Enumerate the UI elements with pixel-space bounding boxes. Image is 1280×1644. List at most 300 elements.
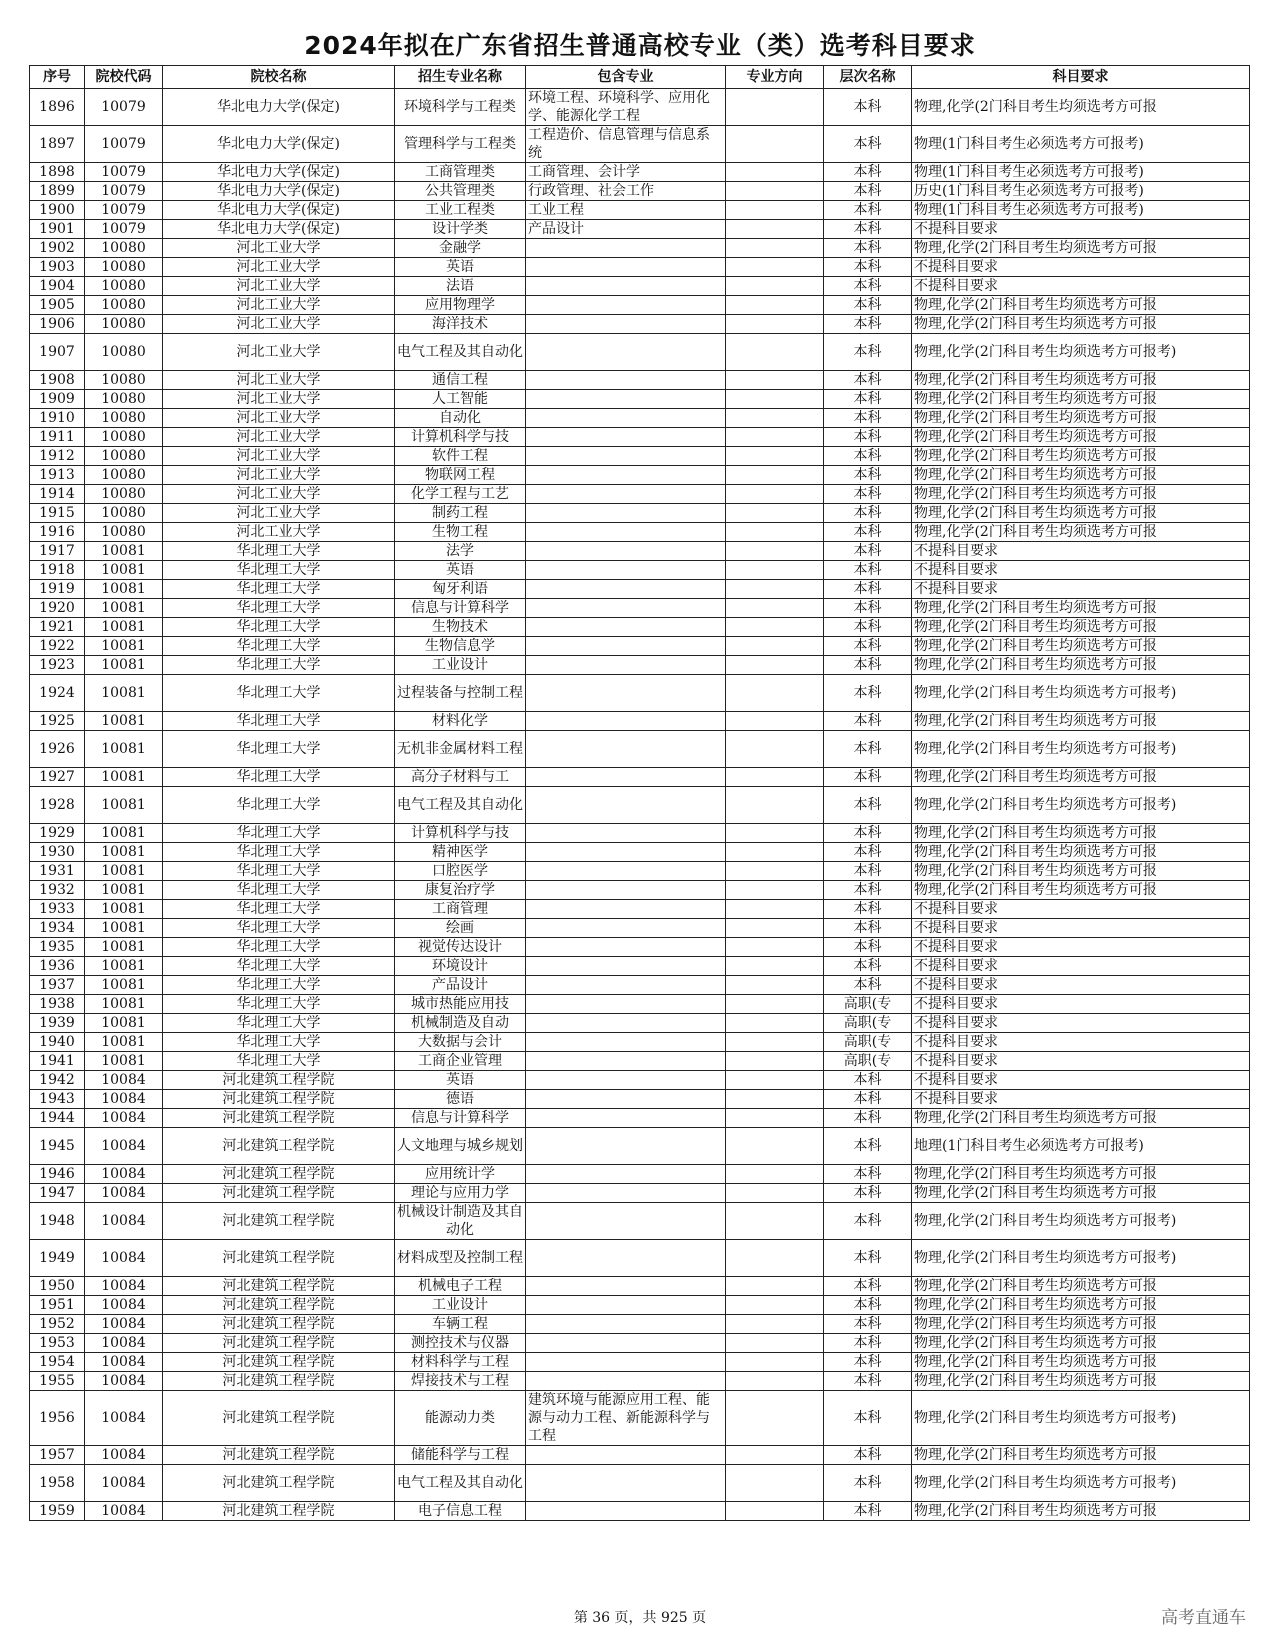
major-name-cell: 信息与计算科学 bbox=[395, 599, 526, 618]
major-name-cell: 制药工程 bbox=[395, 504, 526, 523]
direction-cell bbox=[726, 447, 824, 466]
level-cell: 本科 bbox=[824, 334, 912, 371]
school-code-cell: 10084 bbox=[85, 1071, 163, 1090]
included-majors-cell: 行政管理、社会工作 bbox=[526, 182, 726, 201]
direction-cell bbox=[726, 371, 824, 390]
level-cell: 本科 bbox=[824, 523, 912, 542]
seq-cell: 1926 bbox=[30, 731, 85, 768]
school-name-cell: 华北电力大学(保定) bbox=[163, 201, 395, 220]
school-name-cell: 华北理工大学 bbox=[163, 881, 395, 900]
school-code-cell: 10084 bbox=[85, 1203, 163, 1240]
level-cell: 本科 bbox=[824, 1128, 912, 1165]
seq-cell: 1958 bbox=[30, 1465, 85, 1502]
included-majors-cell bbox=[526, 995, 726, 1014]
included-majors-cell bbox=[526, 919, 726, 938]
seq-cell: 1946 bbox=[30, 1165, 85, 1184]
major-name-cell: 康复治疗学 bbox=[395, 881, 526, 900]
school-code-cell: 10081 bbox=[85, 957, 163, 976]
school-name-cell: 河北工业大学 bbox=[163, 485, 395, 504]
major-name-cell: 理论与应用力学 bbox=[395, 1184, 526, 1203]
school-name-cell: 河北工业大学 bbox=[163, 409, 395, 428]
major-name-cell: 工业工程类 bbox=[395, 201, 526, 220]
level-cell: 本科 bbox=[824, 258, 912, 277]
school-name-cell: 华北理工大学 bbox=[163, 561, 395, 580]
school-name-cell: 河北工业大学 bbox=[163, 258, 395, 277]
table-row bbox=[30, 163, 1250, 182]
included-majors-cell bbox=[526, 580, 726, 599]
seq-cell: 1941 bbox=[30, 1052, 85, 1071]
school-code-cell: 10081 bbox=[85, 919, 163, 938]
seq-cell: 1944 bbox=[30, 1109, 85, 1128]
included-majors-cell bbox=[526, 504, 726, 523]
school-name-cell: 河北工业大学 bbox=[163, 371, 395, 390]
seq-cell: 1906 bbox=[30, 315, 85, 334]
subject-req-cell: 不提科目要求 bbox=[912, 1071, 1250, 1090]
subject-req-cell: 物理,化学(2门科目考生均须选考方可报考) bbox=[912, 1240, 1250, 1277]
subject-req-cell: 物理,化学(2门科目考生均须选考方可报 bbox=[912, 1353, 1250, 1372]
school-code-cell: 10084 bbox=[85, 1353, 163, 1372]
major-name-cell: 公共管理类 bbox=[395, 182, 526, 201]
table-row bbox=[30, 220, 1250, 239]
included-majors-cell bbox=[526, 675, 726, 712]
subject-req-cell: 物理,化学(2门科目考生均须选考方可报 bbox=[912, 315, 1250, 334]
seq-cell: 1950 bbox=[30, 1277, 85, 1296]
school-code-cell: 10084 bbox=[85, 1391, 163, 1446]
school-name-cell: 华北电力大学(保定) bbox=[163, 89, 395, 126]
school-name-cell: 华北理工大学 bbox=[163, 1033, 395, 1052]
subject-req-cell: 物理,化学(2门科目考生均须选考方可报考) bbox=[912, 675, 1250, 712]
major-name-cell: 大数据与会计 bbox=[395, 1033, 526, 1052]
major-name-cell: 口腔医学 bbox=[395, 862, 526, 881]
school-name-cell: 河北工业大学 bbox=[163, 296, 395, 315]
seq-cell: 1901 bbox=[30, 220, 85, 239]
seq-cell: 1936 bbox=[30, 957, 85, 976]
school-code-cell: 10084 bbox=[85, 1128, 163, 1165]
direction-cell bbox=[726, 239, 824, 258]
direction-cell bbox=[726, 1502, 824, 1521]
direction-cell bbox=[726, 599, 824, 618]
included-majors-cell bbox=[526, 315, 726, 334]
included-majors-cell bbox=[526, 957, 726, 976]
major-name-cell: 英语 bbox=[395, 258, 526, 277]
level-cell: 本科 bbox=[824, 1353, 912, 1372]
level-cell: 本科 bbox=[824, 163, 912, 182]
school-name-cell: 河北工业大学 bbox=[163, 523, 395, 542]
table-row bbox=[30, 580, 1250, 599]
school-name-cell: 华北理工大学 bbox=[163, 843, 395, 862]
school-name-cell: 华北理工大学 bbox=[163, 957, 395, 976]
direction-cell bbox=[726, 1372, 824, 1391]
seq-cell: 1912 bbox=[30, 447, 85, 466]
included-majors-cell bbox=[526, 466, 726, 485]
school-code-cell: 10081 bbox=[85, 675, 163, 712]
subject-req-cell: 物理,化学(2门科目考生均须选考方可报 bbox=[912, 239, 1250, 258]
direction-cell bbox=[726, 126, 824, 163]
level-cell: 本科 bbox=[824, 1372, 912, 1391]
major-name-cell: 设计学类 bbox=[395, 220, 526, 239]
school-name-cell: 华北理工大学 bbox=[163, 656, 395, 675]
table-row bbox=[30, 182, 1250, 201]
major-name-cell: 工业设计 bbox=[395, 1296, 526, 1315]
major-name-cell: 自动化 bbox=[395, 409, 526, 428]
direction-cell bbox=[726, 862, 824, 881]
school-name-cell: 河北工业大学 bbox=[163, 277, 395, 296]
subject-req-cell: 物理,化学(2门科目考生均须选考方可报 bbox=[912, 409, 1250, 428]
school-name-cell: 河北建筑工程学院 bbox=[163, 1502, 395, 1521]
direction-cell bbox=[726, 428, 824, 447]
subject-req-cell: 物理,化学(2门科目考生均须选考方可报 bbox=[912, 656, 1250, 675]
direction-cell bbox=[726, 900, 824, 919]
subject-req-cell: 物理,化学(2门科目考生均须选考方可报 bbox=[912, 504, 1250, 523]
seq-cell: 1949 bbox=[30, 1240, 85, 1277]
subject-req-cell: 不提科目要求 bbox=[912, 976, 1250, 995]
table-row bbox=[30, 523, 1250, 542]
header-level: 层次名称 bbox=[824, 66, 912, 89]
subject-req-cell: 物理,化学(2门科目考生均须选考方可报 bbox=[912, 428, 1250, 447]
major-name-cell: 人工智能 bbox=[395, 390, 526, 409]
seq-cell: 1900 bbox=[30, 201, 85, 220]
table-row bbox=[30, 995, 1250, 1014]
school-code-cell: 10081 bbox=[85, 824, 163, 843]
seq-cell: 1905 bbox=[30, 296, 85, 315]
seq-cell: 1919 bbox=[30, 580, 85, 599]
school-code-cell: 10084 bbox=[85, 1090, 163, 1109]
table-row bbox=[30, 1277, 1250, 1296]
school-code-cell: 10081 bbox=[85, 862, 163, 881]
subject-req-cell: 物理,化学(2门科目考生均须选考方可报 bbox=[912, 1296, 1250, 1315]
subject-req-cell: 物理,化学(2门科目考生均须选考方可报考) bbox=[912, 1465, 1250, 1502]
major-name-cell: 德语 bbox=[395, 1090, 526, 1109]
school-code-cell: 10084 bbox=[85, 1372, 163, 1391]
subject-req-cell: 物理,化学(2门科目考生均须选考方可报 bbox=[912, 1334, 1250, 1353]
direction-cell bbox=[726, 1071, 824, 1090]
direction-cell bbox=[726, 1128, 824, 1165]
major-name-cell: 工商企业管理 bbox=[395, 1052, 526, 1071]
school-name-cell: 华北电力大学(保定) bbox=[163, 163, 395, 182]
school-code-cell: 10081 bbox=[85, 843, 163, 862]
level-cell: 高职(专 bbox=[824, 1052, 912, 1071]
direction-cell bbox=[726, 201, 824, 220]
subject-req-cell: 物理,化学(2门科目考生均须选考方可报考) bbox=[912, 1203, 1250, 1240]
header-school-name: 院校名称 bbox=[163, 66, 395, 89]
subject-req-cell: 物理,化学(2门科目考生均须选考方可报考) bbox=[912, 787, 1250, 824]
seq-cell: 1896 bbox=[30, 89, 85, 126]
seq-cell: 1940 bbox=[30, 1033, 85, 1052]
table-row bbox=[30, 1033, 1250, 1052]
included-majors-cell bbox=[526, 637, 726, 656]
level-cell: 本科 bbox=[824, 618, 912, 637]
level-cell: 高职(专 bbox=[824, 1033, 912, 1052]
header-subject-req: 科目要求 bbox=[912, 66, 1250, 89]
school-code-cell: 10079 bbox=[85, 163, 163, 182]
direction-cell bbox=[726, 1165, 824, 1184]
table-row bbox=[30, 1165, 1250, 1184]
included-majors-cell bbox=[526, 599, 726, 618]
school-code-cell: 10084 bbox=[85, 1446, 163, 1465]
major-name-cell: 生物信息学 bbox=[395, 637, 526, 656]
level-cell: 本科 bbox=[824, 862, 912, 881]
table-row bbox=[30, 561, 1250, 580]
direction-cell bbox=[726, 768, 824, 787]
direction-cell bbox=[726, 843, 824, 862]
school-name-cell: 华北理工大学 bbox=[163, 900, 395, 919]
school-code-cell: 10081 bbox=[85, 637, 163, 656]
major-name-cell: 应用物理学 bbox=[395, 296, 526, 315]
table-row bbox=[30, 1296, 1250, 1315]
school-code-cell: 10081 bbox=[85, 881, 163, 900]
direction-cell bbox=[726, 1052, 824, 1071]
included-majors-cell bbox=[526, 1184, 726, 1203]
table-row bbox=[30, 1353, 1250, 1372]
school-code-cell: 10084 bbox=[85, 1465, 163, 1502]
direction-cell bbox=[726, 258, 824, 277]
subject-req-cell: 不提科目要求 bbox=[912, 1014, 1250, 1033]
subject-req-cell: 物理,化学(2门科目考生均须选考方可报 bbox=[912, 618, 1250, 637]
direction-cell bbox=[726, 675, 824, 712]
school-code-cell: 10084 bbox=[85, 1315, 163, 1334]
direction-cell bbox=[726, 995, 824, 1014]
subject-req-cell: 物理,化学(2门科目考生均须选考方可报 bbox=[912, 768, 1250, 787]
table-row bbox=[30, 862, 1250, 881]
subject-req-cell: 物理,化学(2门科目考生均须选考方可报 bbox=[912, 862, 1250, 881]
direction-cell bbox=[726, 542, 824, 561]
table-row bbox=[30, 1184, 1250, 1203]
subject-req-cell: 不提科目要求 bbox=[912, 277, 1250, 296]
major-name-cell: 高分子材料与工 bbox=[395, 768, 526, 787]
seq-cell: 1918 bbox=[30, 561, 85, 580]
major-name-cell: 化学工程与工艺 bbox=[395, 485, 526, 504]
major-name-cell: 计算机科学与技 bbox=[395, 428, 526, 447]
table-row bbox=[30, 712, 1250, 731]
included-majors-cell bbox=[526, 1465, 726, 1502]
level-cell: 本科 bbox=[824, 1203, 912, 1240]
direction-cell bbox=[726, 618, 824, 637]
school-code-cell: 10080 bbox=[85, 466, 163, 485]
included-majors-cell bbox=[526, 296, 726, 315]
seq-cell: 1935 bbox=[30, 938, 85, 957]
level-cell: 本科 bbox=[824, 675, 912, 712]
subject-req-cell: 不提科目要求 bbox=[912, 561, 1250, 580]
level-cell: 本科 bbox=[824, 656, 912, 675]
level-cell: 本科 bbox=[824, 182, 912, 201]
major-name-cell: 人文地理与城乡规划 bbox=[395, 1128, 526, 1165]
school-name-cell: 河北建筑工程学院 bbox=[163, 1090, 395, 1109]
level-cell: 本科 bbox=[824, 409, 912, 428]
school-name-cell: 华北理工大学 bbox=[163, 995, 395, 1014]
school-name-cell: 河北工业大学 bbox=[163, 428, 395, 447]
direction-cell bbox=[726, 957, 824, 976]
school-code-cell: 10080 bbox=[85, 485, 163, 504]
school-code-cell: 10081 bbox=[85, 995, 163, 1014]
included-majors-cell bbox=[526, 542, 726, 561]
subject-req-cell: 不提科目要求 bbox=[912, 938, 1250, 957]
included-majors-cell bbox=[526, 843, 726, 862]
school-name-cell: 河北工业大学 bbox=[163, 334, 395, 371]
table-row bbox=[30, 637, 1250, 656]
direction-cell bbox=[726, 1014, 824, 1033]
table-row bbox=[30, 1240, 1250, 1277]
seq-cell: 1934 bbox=[30, 919, 85, 938]
level-cell: 本科 bbox=[824, 428, 912, 447]
table-row bbox=[30, 843, 1250, 862]
seq-cell: 1959 bbox=[30, 1502, 85, 1521]
included-majors-cell bbox=[526, 561, 726, 580]
school-code-cell: 10081 bbox=[85, 599, 163, 618]
school-name-cell: 河北建筑工程学院 bbox=[163, 1391, 395, 1446]
school-name-cell: 华北理工大学 bbox=[163, 542, 395, 561]
school-code-cell: 10080 bbox=[85, 504, 163, 523]
level-cell: 本科 bbox=[824, 126, 912, 163]
major-name-cell: 海洋技术 bbox=[395, 315, 526, 334]
level-cell: 本科 bbox=[824, 220, 912, 239]
direction-cell bbox=[726, 561, 824, 580]
school-name-cell: 华北理工大学 bbox=[163, 675, 395, 712]
level-cell: 本科 bbox=[824, 1184, 912, 1203]
direction-cell bbox=[726, 182, 824, 201]
level-cell: 本科 bbox=[824, 561, 912, 580]
major-name-cell: 储能科学与工程 bbox=[395, 1446, 526, 1465]
seq-cell: 1897 bbox=[30, 126, 85, 163]
school-code-cell: 10080 bbox=[85, 277, 163, 296]
direction-cell bbox=[726, 637, 824, 656]
major-name-cell: 管理科学与工程类 bbox=[395, 126, 526, 163]
direction-cell bbox=[726, 390, 824, 409]
included-majors-cell bbox=[526, 371, 726, 390]
seq-cell: 1924 bbox=[30, 675, 85, 712]
subject-req-cell: 不提科目要求 bbox=[912, 995, 1250, 1014]
school-name-cell: 华北理工大学 bbox=[163, 1052, 395, 1071]
included-majors-cell bbox=[526, 258, 726, 277]
table-row bbox=[30, 768, 1250, 787]
seq-cell: 1907 bbox=[30, 334, 85, 371]
major-name-cell: 绘画 bbox=[395, 919, 526, 938]
level-cell: 本科 bbox=[824, 542, 912, 561]
included-majors-cell bbox=[526, 1446, 726, 1465]
school-code-cell: 10084 bbox=[85, 1296, 163, 1315]
included-majors-cell bbox=[526, 1353, 726, 1372]
subject-req-cell: 物理,化学(2门科目考生均须选考方可报 bbox=[912, 712, 1250, 731]
level-cell: 本科 bbox=[824, 466, 912, 485]
level-cell: 本科 bbox=[824, 1296, 912, 1315]
school-name-cell: 河北工业大学 bbox=[163, 504, 395, 523]
table-row bbox=[30, 258, 1250, 277]
table-row bbox=[30, 504, 1250, 523]
major-name-cell: 机械设计制造及其自动化 bbox=[395, 1203, 526, 1240]
table-row bbox=[30, 1014, 1250, 1033]
school-code-cell: 10081 bbox=[85, 768, 163, 787]
school-code-cell: 10080 bbox=[85, 239, 163, 258]
included-majors-cell bbox=[526, 1090, 726, 1109]
school-name-cell: 华北理工大学 bbox=[163, 618, 395, 637]
direction-cell bbox=[726, 1090, 824, 1109]
included-majors-cell bbox=[526, 239, 726, 258]
direction-cell bbox=[726, 1033, 824, 1052]
subject-req-cell: 物理,化学(2门科目考生均须选考方可报 bbox=[912, 824, 1250, 843]
level-cell: 本科 bbox=[824, 599, 912, 618]
major-name-cell: 无机非金属材料工程 bbox=[395, 731, 526, 768]
level-cell: 本科 bbox=[824, 1334, 912, 1353]
major-name-cell: 材料化学 bbox=[395, 712, 526, 731]
major-name-cell: 焊接技术与工程 bbox=[395, 1372, 526, 1391]
level-cell: 本科 bbox=[824, 1391, 912, 1446]
included-majors-cell bbox=[526, 277, 726, 296]
requirements-table bbox=[29, 65, 1250, 1521]
direction-cell bbox=[726, 976, 824, 995]
table-row bbox=[30, 656, 1250, 675]
seq-cell: 1929 bbox=[30, 824, 85, 843]
direction-cell bbox=[726, 1296, 824, 1315]
subject-req-cell: 物理,化学(2门科目考生均须选考方可报 bbox=[912, 1446, 1250, 1465]
subject-req-cell: 不提科目要求 bbox=[912, 258, 1250, 277]
level-cell: 本科 bbox=[824, 824, 912, 843]
seq-cell: 1911 bbox=[30, 428, 85, 447]
seq-cell: 1938 bbox=[30, 995, 85, 1014]
table-row bbox=[30, 1203, 1250, 1240]
header-seq: 序号 bbox=[30, 66, 85, 89]
direction-cell bbox=[726, 824, 824, 843]
school-code-cell: 10080 bbox=[85, 296, 163, 315]
direction-cell bbox=[726, 1109, 824, 1128]
school-name-cell: 华北理工大学 bbox=[163, 824, 395, 843]
subject-req-cell: 物理(1门科目考生必须选考方可报考) bbox=[912, 163, 1250, 182]
table-row bbox=[30, 1090, 1250, 1109]
direction-cell bbox=[726, 296, 824, 315]
seq-cell: 1925 bbox=[30, 712, 85, 731]
direction-cell bbox=[726, 315, 824, 334]
major-name-cell: 英语 bbox=[395, 1071, 526, 1090]
school-name-cell: 河北工业大学 bbox=[163, 239, 395, 258]
school-code-cell: 10081 bbox=[85, 712, 163, 731]
included-majors-cell: 环境工程、环境科学、应用化学、能源化学工程 bbox=[526, 89, 726, 126]
school-code-cell: 10079 bbox=[85, 201, 163, 220]
school-code-cell: 10084 bbox=[85, 1184, 163, 1203]
school-code-cell: 10079 bbox=[85, 182, 163, 201]
school-name-cell: 华北理工大学 bbox=[163, 712, 395, 731]
table-row bbox=[30, 1465, 1250, 1502]
school-name-cell: 华北理工大学 bbox=[163, 768, 395, 787]
school-name-cell: 河北建筑工程学院 bbox=[163, 1277, 395, 1296]
seq-cell: 1922 bbox=[30, 637, 85, 656]
level-cell: 本科 bbox=[824, 277, 912, 296]
direction-cell bbox=[726, 466, 824, 485]
page-footer: 第 36 页，共 925 页 bbox=[573, 1610, 707, 1626]
level-cell: 本科 bbox=[824, 1090, 912, 1109]
seq-cell: 1932 bbox=[30, 881, 85, 900]
table-row bbox=[30, 485, 1250, 504]
subject-req-cell: 历史(1门科目考生必须选考方可报考) bbox=[912, 182, 1250, 201]
direction-cell bbox=[726, 163, 824, 182]
subject-req-cell: 物理,化学(2门科目考生均须选考方可报考) bbox=[912, 731, 1250, 768]
school-code-cell: 10080 bbox=[85, 428, 163, 447]
school-name-cell: 河北建筑工程学院 bbox=[163, 1071, 395, 1090]
school-code-cell: 10084 bbox=[85, 1109, 163, 1128]
school-name-cell: 华北理工大学 bbox=[163, 787, 395, 824]
included-majors-cell: 建筑环境与能源应用工程、能源与动力工程、新能源科学与工程 bbox=[526, 1391, 726, 1446]
school-name-cell: 河北工业大学 bbox=[163, 390, 395, 409]
school-name-cell: 华北理工大学 bbox=[163, 976, 395, 995]
seq-cell: 1939 bbox=[30, 1014, 85, 1033]
subject-req-cell: 物理,化学(2门科目考生均须选考方可报 bbox=[912, 1277, 1250, 1296]
direction-cell bbox=[726, 731, 824, 768]
level-cell: 本科 bbox=[824, 239, 912, 258]
level-cell: 本科 bbox=[824, 768, 912, 787]
seq-cell: 1945 bbox=[30, 1128, 85, 1165]
seq-cell: 1927 bbox=[30, 768, 85, 787]
direction-cell bbox=[726, 881, 824, 900]
subject-req-cell: 物理,化学(2门科目考生均须选考方可报考) bbox=[912, 1391, 1250, 1446]
school-code-cell: 10081 bbox=[85, 618, 163, 637]
direction-cell bbox=[726, 334, 824, 371]
